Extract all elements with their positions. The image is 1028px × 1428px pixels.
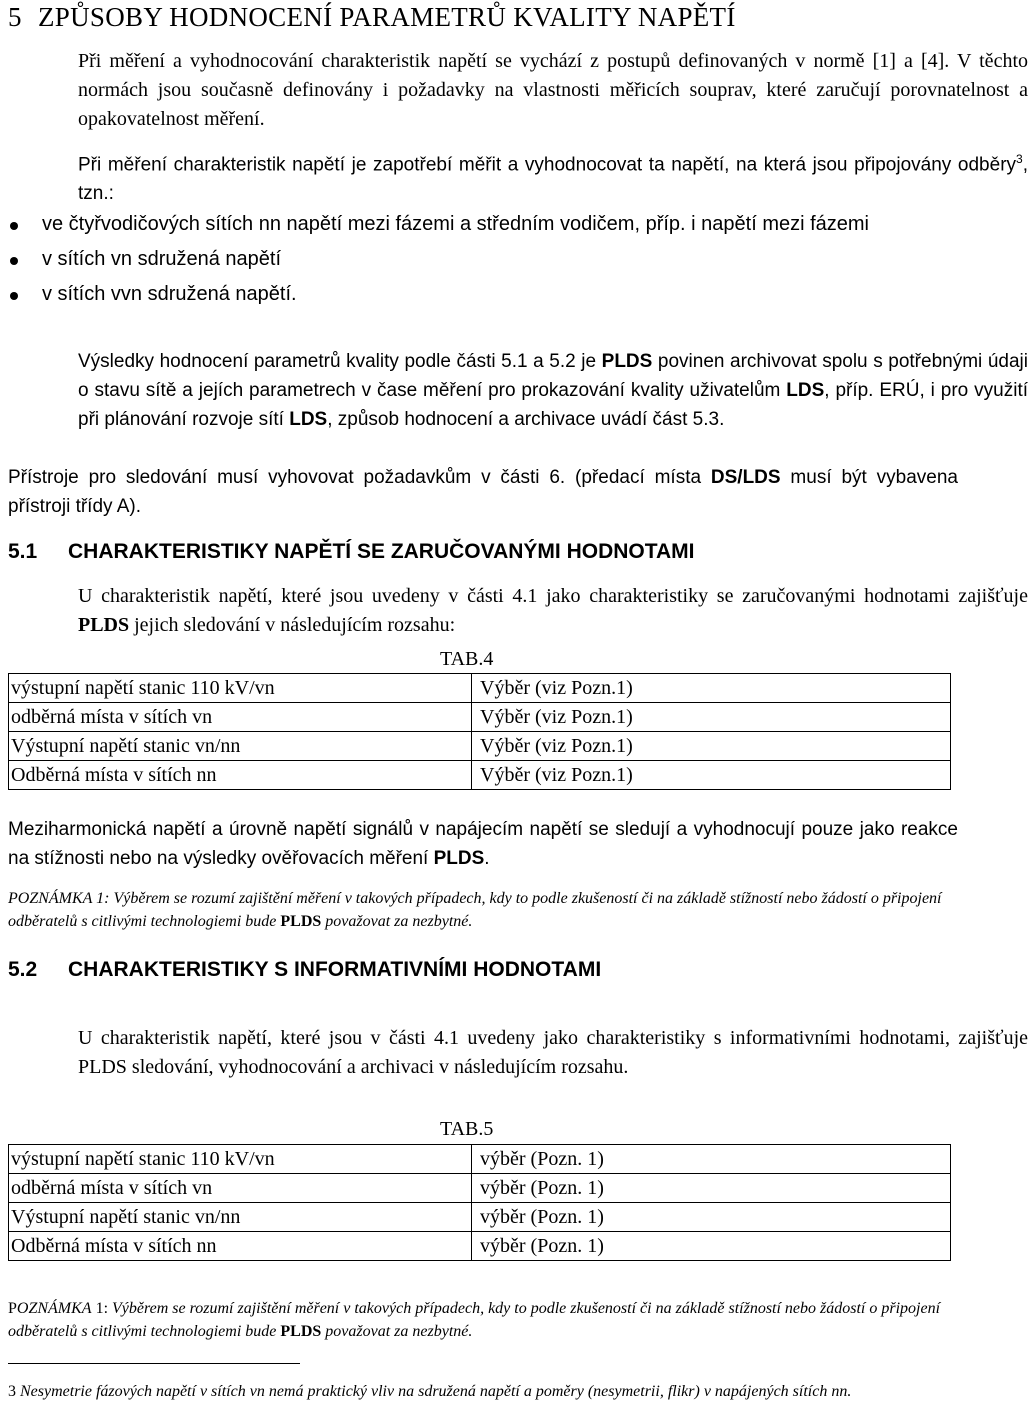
section-heading-5-2: 5.2 CHARAKTERISTIKY S INFORMATIVNÍMI HODNOTAMI [8,958,602,981]
bullet-list [8,210,958,309]
table-tab4 [8,673,951,790]
s52-note: POZNÁMKA 1: Výběrem se rozumí zajištění měření v takových případech, kdy to podle zkušeností či na základě stížností nebo žádostí o připojení odběratelů s citlivými technologiemi bude PLDS považovat za nezbytné. [8,1300,941,1340]
s51-paragraph-2: Meziharmonická napětí a úrovně napětí signálů v napájecím napětí se sledují a vyhodnocují pouze jako reakce na stížnosti nebo na výsledky ověřovacích měření PLDS. [8,819,958,869]
s52-paragraph-1: U charakteristik napětí, které jsou v části 4.1 uvedeny jako charakteristiky s informativními hodnotami, zajišťuje PLDS sledování, vyhodnocování a archivaci v následujícím rozsahu. [78,1027,1028,1078]
table-row: Výstupní napětí stanic vn/nn výběr (Pozn. 1) [9,1203,951,1232]
intro-paragraph-1: Při měření a vyhodnocování charakteristik napětí se vychází z postupů definovaných v normě [1] a [4]. V těchto normách jsou současně definovány i požadavky na vlastnosti měřicích souprav, které zaručují porovnatelnost a opakovatelnost měření. [78,50,1028,130]
intro-paragraph-3: Výsledky hodnocení parametrů kvality podle části 5.1 a 5.2 je PLDS povinen archivovat spolu s potřebnými údaji o stavu sítě a jejích parametrech v čase měření pro prokazování kvality uživatelům LDS, příp. ERÚ, i pro využití při plánování rozvoje sítí LDS, způsob hodnocení a archivace uvádí část 5.3. [78,351,1028,430]
list-item: v sítích vvn sdružená napětí. [8,280,958,309]
list-item: ve čtyřvodičových sítích nn napětí mezi fázemi a středním vodičem, příp. i napětí mezi fázemi [8,210,958,239]
table-row: Odběrná místa v sítích nn Výběr (viz Pozn.1) [9,761,951,790]
table-row: odběrná místa v sítích vn výběr (Pozn. 1) [9,1174,951,1203]
bullet-icon [10,222,18,230]
s51-paragraph-1: U charakteristik napětí, které jsou uvedeny v části 4.1 jako charakteristiky se zaručovanými hodnotami zajišťuje PLDS jejich sledování v následujícím rozsahu: [78,585,1028,636]
bullet-icon [10,292,18,300]
footnote-ref-3[interactable]: 3 [1016,152,1023,166]
s51-note: POZNÁMKA 1: Výběrem se rozumí zajištění měření v takových případech, kdy to podle zkušeností či na základě stížností nebo žádostí o připojení odběratelů s citlivými technologiemi bude PLDS považovat za nezbytné. [8,890,942,930]
table-label-tab5: TAB.5 [440,1118,494,1140]
section-heading-5: 5 ZPŮSOBY HODNOCENÍ PARAMETRŮ KVALITY NAPĚTÍ [8,2,736,32]
table-row: výstupní napětí stanic 110 kV/vn Výběr (viz Pozn.1) [9,674,951,703]
table-row: Odběrná místa v sítích nn výběr (Pozn. 1) [9,1232,951,1261]
footnote-divider [8,1363,300,1364]
table-label-tab4: TAB.4 [440,648,494,670]
bullet-icon [10,257,18,265]
section-heading-5-1: 5.1 CHARAKTERISTIKY NAPĚTÍ SE ZARUČOVANÝMI HODNOTAMI [8,540,695,563]
footnote-3: 3 Nesymetrie fázových napětí v sítích vn nemá praktický vliv na sdružená napětí a poměry (nesymetrii, flikr) v napájených sítích nn. [8,1383,852,1400]
table-row: výstupní napětí stanic 110 kV/vn výběr (Pozn. 1) [9,1145,951,1174]
intro-paragraph-4: Přístroje pro sledování musí vyhovovat požadavkům v části 6. (předací místa DS/LDS musí být vybavena přístroji třídy A). [8,467,958,517]
table-tab5 [8,1144,951,1261]
table-row: Výstupní napětí stanic vn/nn Výběr (viz Pozn.1) [9,732,951,761]
list-item: v sítích vn sdružená napětí [8,245,958,274]
table-row: odběrná místa v sítích vn Výběr (viz Pozn.1) [9,703,951,732]
intro-paragraph-2: Při měření charakteristik napětí je zapotřebí měřit a vyhodnocovat ta napětí, na která jsou připojovány odběry$^3$, tzn.: [78,152,1028,205]
